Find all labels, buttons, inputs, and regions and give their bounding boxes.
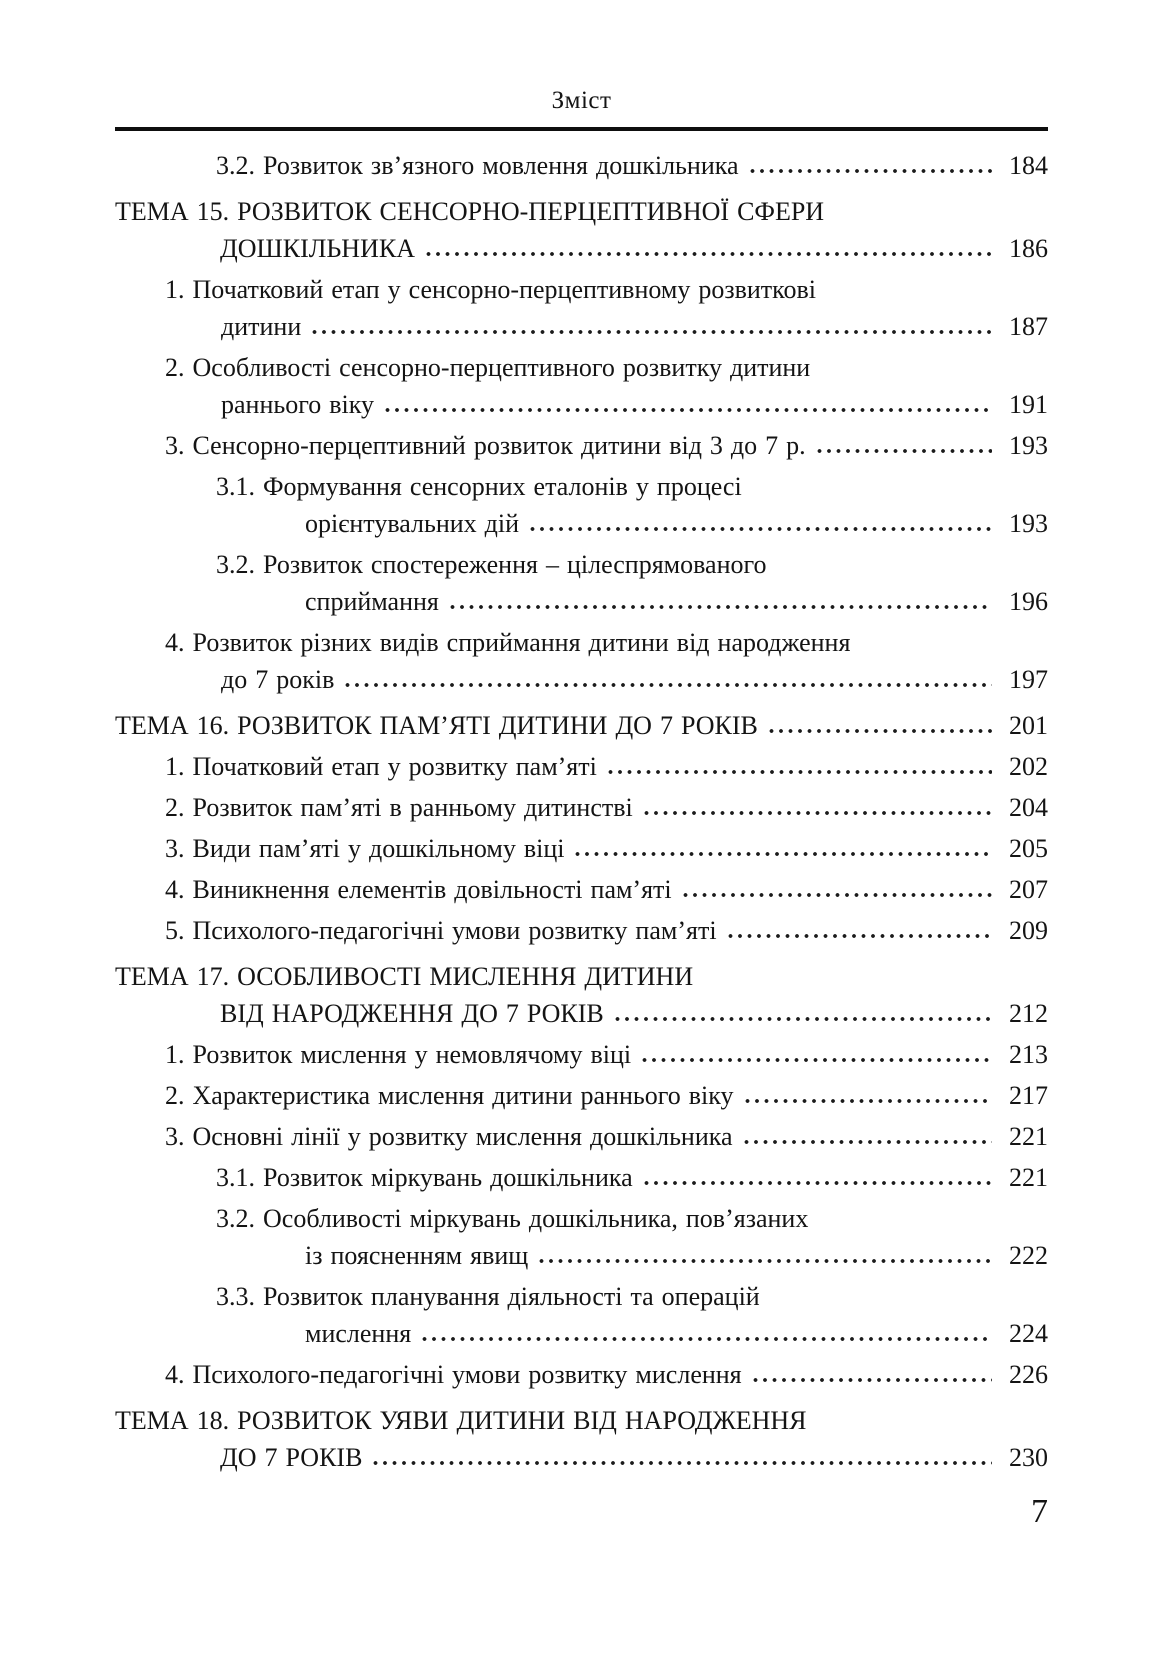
dotted-leader	[767, 728, 992, 734]
toc-row	[115, 1118, 1048, 1155]
toc-page-number: 202	[1009, 752, 1048, 781]
dotted-leader	[726, 933, 992, 939]
toc-page-number: 184	[1009, 151, 1048, 180]
toc-row	[115, 349, 1048, 386]
toc-entry-text: 3.2. Розвиток зв’язного мовлення дошкільника	[216, 151, 739, 180]
toc-entry-text: 1. Розвиток мислення у немовлячому віці	[165, 1040, 632, 1069]
toc-entry-text: до 7 років	[221, 665, 335, 694]
toc-entry-text: 4. Розвиток різних видів сприймання дитини від народження	[165, 628, 851, 657]
dotted-leader	[310, 329, 992, 335]
header-rule	[115, 127, 1048, 131]
toc-row	[115, 468, 1048, 505]
toc-list	[115, 147, 1048, 1476]
toc-row	[115, 1077, 1048, 1114]
toc-row	[115, 1200, 1048, 1237]
toc-entry-text: ТЕМА 15. РОЗВИТОК СЕНСОРНО-ПЕРЦЕПТИВНОЇ СФЕРИ	[115, 197, 825, 226]
toc-row	[115, 830, 1048, 867]
toc-row	[115, 995, 1048, 1032]
dotted-leader	[448, 604, 992, 610]
dotted-leader	[613, 1016, 992, 1022]
toc-entry-text: ДОШКІЛЬНИКА	[220, 234, 415, 263]
toc-entry-text: ДО 7 РОКІВ	[220, 1443, 363, 1472]
dotted-leader	[742, 1139, 992, 1145]
dotted-leader	[743, 1098, 992, 1104]
dotted-leader	[640, 1057, 992, 1063]
dotted-leader	[815, 448, 992, 454]
toc-entry-text: орієнтувальних дій	[305, 509, 520, 538]
toc-row	[115, 1315, 1048, 1352]
toc-entry-text: 5. Психолого-педагогічні умови розвитку пам’яті	[165, 916, 717, 945]
toc-entry-text: дитини	[221, 312, 302, 341]
toc-page-number: 187	[1009, 312, 1048, 341]
toc-page-number: 193	[1009, 431, 1048, 460]
dotted-leader	[642, 1180, 992, 1186]
toc-row	[115, 1278, 1048, 1315]
dotted-leader	[751, 1377, 992, 1383]
toc-page-number: 221	[1009, 1122, 1048, 1151]
toc-row	[115, 546, 1048, 583]
dotted-leader	[528, 526, 992, 532]
toc-page-number: 204	[1009, 793, 1048, 822]
toc-entry-text: 1. Початковий етап у розвитку пам’яті	[165, 752, 597, 781]
toc-entry-text: ВІД НАРОДЖЕННЯ ДО 7 РОКІВ	[220, 999, 604, 1028]
toc-entry-text: 3.2. Особливості міркувань дошкільника, пов’язаних	[216, 1204, 809, 1233]
toc-entry-text: 4. Виникнення елементів довільності пам’яті	[165, 875, 672, 904]
toc-page-number: 197	[1009, 665, 1048, 694]
toc-row	[115, 707, 1048, 744]
toc-entry-text: 3.1. Формування сенсорних еталонів у процесі	[216, 472, 742, 501]
toc-row	[115, 230, 1048, 267]
dotted-leader	[537, 1258, 992, 1264]
page-number: 7	[1031, 1493, 1048, 1530]
dotted-leader	[748, 168, 992, 174]
toc-entry-text: 3. Види пам’яті у дошкільному віці	[165, 834, 565, 863]
dotted-leader	[606, 769, 992, 775]
dotted-leader	[681, 892, 992, 898]
toc-page-number: 230	[1009, 1443, 1048, 1472]
toc-row	[115, 1439, 1048, 1476]
toc-row	[115, 386, 1048, 423]
dotted-leader	[424, 251, 992, 257]
toc-row	[115, 748, 1048, 785]
toc-entry-text: 3.3. Розвиток планування діяльності та операцій	[216, 1282, 760, 1311]
toc-row	[115, 147, 1048, 184]
toc-entry-text: 4. Психолого-педагогічні умови розвитку мислення	[165, 1360, 742, 1389]
toc-page-number: 226	[1009, 1360, 1048, 1389]
toc-row	[115, 661, 1048, 698]
toc-row	[115, 505, 1048, 542]
toc-entry-text: 1. Початковий етап у сенсорно-перцептивному розвиткові	[165, 275, 816, 304]
toc-entry-text: із поясненням явищ	[305, 1241, 529, 1270]
toc-entry-text: раннього віку	[221, 390, 375, 419]
toc-page-number: 191	[1009, 390, 1048, 419]
dotted-leader	[420, 1336, 992, 1342]
toc-row	[115, 1402, 1048, 1439]
toc-entry-text: сприймання	[305, 587, 439, 616]
toc-row	[115, 308, 1048, 345]
toc-page-number: 213	[1009, 1040, 1048, 1069]
toc-entry-text: ТЕМА 18. РОЗВИТОК УЯВИ ДИТИНИ ВІД НАРОДЖЕННЯ	[115, 1406, 807, 1435]
toc-row	[115, 1356, 1048, 1393]
toc-row	[115, 427, 1048, 464]
toc-entry-text: 3.2. Розвиток спостереження – цілеспрямованого	[216, 550, 767, 579]
toc-page-number: 196	[1009, 587, 1048, 616]
toc-entry-text: 2. Характеристика мислення дитини раннього віку	[165, 1081, 734, 1110]
toc-page-number: 224	[1009, 1319, 1048, 1348]
toc-row	[115, 1237, 1048, 1274]
toc-entry-text: 3. Основні лінії у розвитку мислення дошкільника	[165, 1122, 733, 1151]
toc-row	[115, 193, 1048, 230]
dotted-leader	[573, 851, 992, 857]
toc-page-number: 193	[1009, 509, 1048, 538]
toc-row	[115, 958, 1048, 995]
toc-page-number: 212	[1009, 999, 1048, 1028]
toc-entry-text: ТЕМА 17. ОСОБЛИВОСТІ МИСЛЕННЯ ДИТИНИ	[115, 962, 694, 991]
toc-page-number: 222	[1009, 1241, 1048, 1270]
dotted-leader	[383, 407, 992, 413]
toc-row	[115, 624, 1048, 661]
toc-row	[115, 1159, 1048, 1196]
page-content	[115, 0, 1048, 1476]
toc-page-number: 217	[1009, 1081, 1048, 1110]
dotted-leader	[343, 682, 992, 688]
toc-entry-text: 3. Сенсорно-перцептивний розвиток дитини від 3 до 7 р.	[165, 431, 806, 460]
toc-page-number: 209	[1009, 916, 1048, 945]
toc-entry-text: 3.1. Розвиток міркувань дошкільника	[216, 1163, 633, 1192]
toc-page-number: 221	[1009, 1163, 1048, 1192]
toc-entry-text: 2. Особливості сенсорно-перцептивного розвитку дитини	[165, 353, 811, 382]
toc-row	[115, 1036, 1048, 1073]
toc-row	[115, 583, 1048, 620]
toc-row	[115, 271, 1048, 308]
toc-entry-text: мислення	[305, 1319, 412, 1348]
toc-page-number: 207	[1009, 875, 1048, 904]
dotted-leader	[371, 1460, 992, 1466]
page-title: Зміст	[551, 87, 612, 114]
toc-entry-text: 2. Розвиток пам’яті в ранньому дитинстві	[165, 793, 633, 822]
toc-row	[115, 871, 1048, 908]
toc-row	[115, 789, 1048, 826]
toc-page-number: 201	[1009, 711, 1048, 740]
toc-row	[115, 912, 1048, 949]
toc-page-number: 205	[1009, 834, 1048, 863]
dotted-leader	[642, 810, 992, 816]
toc-entry-text: ТЕМА 16. РОЗВИТОК ПАМ’ЯТІ ДИТИНИ ДО 7 РОКІВ	[115, 711, 758, 740]
toc-page-number: 186	[1009, 234, 1048, 263]
